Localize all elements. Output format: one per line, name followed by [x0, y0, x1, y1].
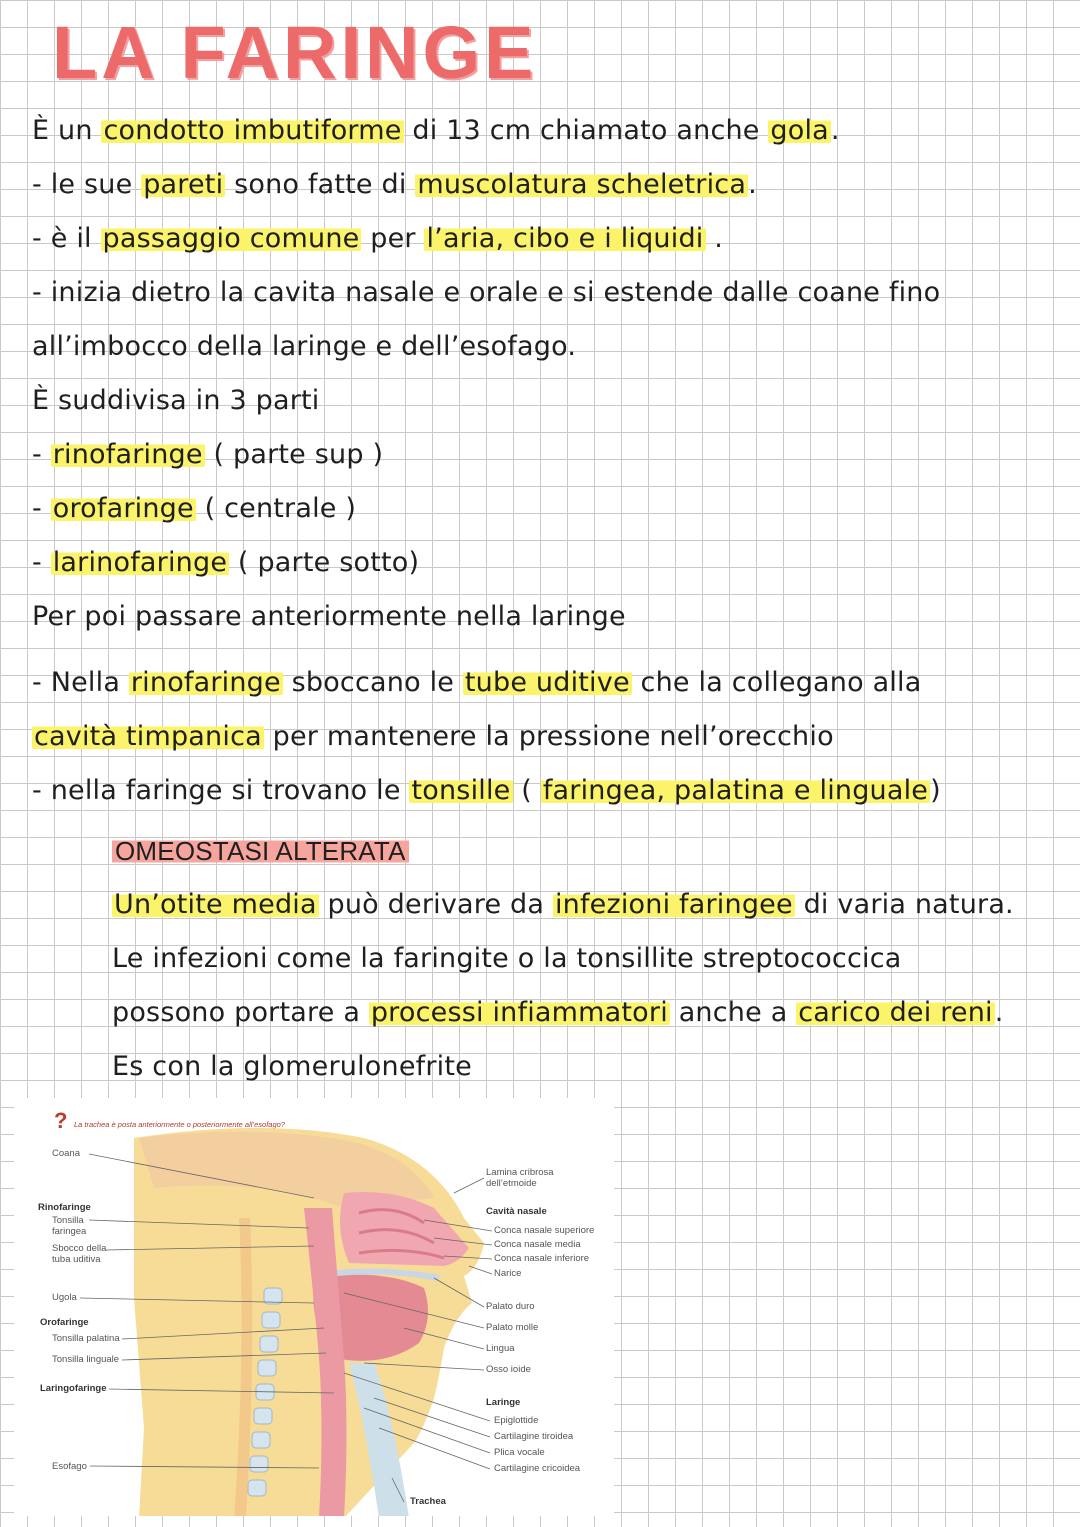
walls-line [32, 168, 757, 202]
pharynx-anatomy-figure [14, 1098, 614, 1516]
start-line-2: all’imbocco della laringe e dell’esofago. [32, 331, 577, 362]
label-osso-ioide: Osso ioide [486, 1364, 531, 1375]
homeostasis-line-1 [112, 888, 1014, 922]
label-palato-molle: Palato molle [486, 1322, 539, 1333]
label-tonsilla-faringea-1: Tonsilla [52, 1215, 84, 1226]
homeostasis-line-2: Le infezioni come la faringite o la tonsillite streptococcica [112, 943, 902, 974]
highlight-cavita-timpanica: cavità timpanica [34, 721, 262, 752]
homeostasis-line-3 [112, 996, 1004, 1030]
label-conca-media: Conca nasale media [494, 1239, 581, 1250]
passage-line [32, 222, 723, 256]
then-line: Per poi passare anteriormente nella laringe [32, 601, 626, 632]
label-cavita-nasale: Cavità nasale [486, 1206, 547, 1217]
label-laringofaringe: Laringofaringe [40, 1383, 107, 1394]
tonsils-text-mid: ( [512, 775, 541, 806]
highlight-infezioni: infezioni faringee [554, 889, 793, 920]
label-cartilagine-tiroidea: Cartilagine tiroidea [494, 1431, 574, 1442]
label-tonsilla-faringea-2: faringea [52, 1226, 87, 1237]
intro-text-post: . [830, 115, 840, 146]
highlight-tube-uditive: tube uditive [464, 667, 630, 698]
label-narice: Narice [494, 1268, 522, 1279]
tonsils-text: - nella faringe si trovano le [32, 775, 410, 806]
highlight-pareti: pareti [143, 169, 224, 200]
rino-line-2 [32, 720, 834, 754]
rino2-text-post: per mantenere la pressione nell’orecchio [263, 721, 834, 752]
label-laringe: Laringe [486, 1397, 521, 1408]
part-name: orofaringe [52, 493, 194, 524]
label-plica-vocale: Plica vocale [494, 1447, 545, 1458]
part-desc: ( centrale ) [195, 493, 357, 524]
rino-line [32, 666, 922, 700]
walls-text-mid: sono fatte di [225, 169, 416, 200]
division-intro: È suddivisa in 3 parti [32, 385, 320, 416]
label-conca-inferiore: Conca nasale inferiore [494, 1253, 590, 1264]
label-tonsilla-palatina: Tonsilla palatina [52, 1333, 120, 1344]
part-item-larinofaringe [32, 546, 419, 580]
label-sbocco-1: Sbocco della [52, 1243, 107, 1254]
question-mark-icon: ? [54, 1108, 68, 1133]
part-name: rinofaringe [52, 439, 203, 470]
label-lamina-2: dell’etmoide [486, 1178, 537, 1189]
part-dash: - [32, 493, 51, 524]
rino-text-post: che la collegano alla [631, 667, 922, 698]
homeostasis3-text-post: . [994, 997, 1004, 1028]
highlight-reni: carico dei reni [798, 997, 993, 1028]
tonsils-line [32, 774, 941, 808]
walls-text: - le sue [32, 169, 142, 200]
highlight-tonsille: tonsille [411, 775, 511, 806]
label-orofaringe: Orofaringe [40, 1317, 89, 1328]
passage-text: - è il [32, 223, 101, 254]
label-trachea: Trachea [410, 1496, 446, 1507]
homeostasis-text-post: di varia natura. [794, 889, 1014, 920]
start-line-1: - inizia dietro la cavita nasale e orale e si estende dalle coane fino [32, 277, 941, 308]
label-esofago: Esofago [52, 1461, 87, 1472]
label-sbocco-2: tuba uditiva [52, 1254, 101, 1265]
homeostasis3-text-mid: anche a [669, 997, 797, 1028]
label-cartilagine-cricoidea: Cartilagine cricoidea [494, 1463, 581, 1474]
rino-text: - Nella [32, 667, 129, 698]
highlight-tonsil-types: faringea, palatina e linguale [542, 775, 929, 806]
intro-text-mid: di 13 cm chiamato anche [403, 115, 769, 146]
highlight-processi: processi infiammatori [370, 997, 668, 1028]
highlight-aria-cibo: l’aria, cibo e i liquidi [426, 223, 704, 254]
highlight-otite: Un’otite media [114, 889, 317, 920]
part-item-rinofaringe [32, 438, 383, 472]
label-ugola: Ugola [52, 1292, 77, 1303]
part-desc: ( parte sotto) [229, 547, 420, 578]
part-desc: ( parte sup ) [204, 439, 384, 470]
part-name: larinofaringe [52, 547, 228, 578]
highlight-muscolatura: muscolatura scheletrica [417, 169, 747, 200]
label-lingua: Lingua [486, 1343, 515, 1354]
figure-question: La trachea è posta anteriormente o posteriormente all’esofago? [74, 1120, 285, 1129]
highlight-passaggio: passaggio comune [102, 223, 360, 254]
label-rinofaringe: Rinofaringe [38, 1202, 91, 1213]
homeostasis-heading-text: OMEOSTASI ALTERATA [112, 836, 409, 866]
passage-text-post: . [705, 223, 724, 254]
highlight-rinofaringe: rinofaringe [130, 667, 281, 698]
highlight-condotto: condotto imbutiforme [103, 115, 402, 146]
rino-text-mid: sboccano le [282, 667, 463, 698]
label-lamina-1: Lamina cribrosa [486, 1167, 554, 1178]
tonsils-text-post: ) [930, 775, 941, 806]
intro-line [32, 114, 840, 148]
page-title: LA FARINGE [52, 11, 538, 94]
label-coana: Coana [52, 1148, 80, 1159]
passage-text-mid: per [361, 223, 425, 254]
homeostasis-heading [112, 834, 409, 868]
part-dash: - [32, 547, 51, 578]
homeostasis-line-4: Es con la glomerulonefrite [112, 1051, 472, 1082]
homeostasis-text-mid: può derivare da [318, 889, 553, 920]
intro-text: È un [32, 115, 102, 146]
part-item-orofaringe [32, 492, 356, 526]
label-palato-duro: Palato duro [486, 1301, 535, 1312]
highlight-gola: gola [770, 115, 829, 146]
label-epiglottide: Epiglottide [494, 1415, 539, 1426]
label-tonsilla-linguale: Tonsilla linguale [52, 1354, 120, 1365]
label-conca-superiore: Conca nasale superiore [494, 1225, 595, 1236]
homeostasis3-text: possono portare a [112, 997, 369, 1028]
walls-text-post: . [748, 169, 757, 200]
part-dash: - [32, 439, 51, 470]
